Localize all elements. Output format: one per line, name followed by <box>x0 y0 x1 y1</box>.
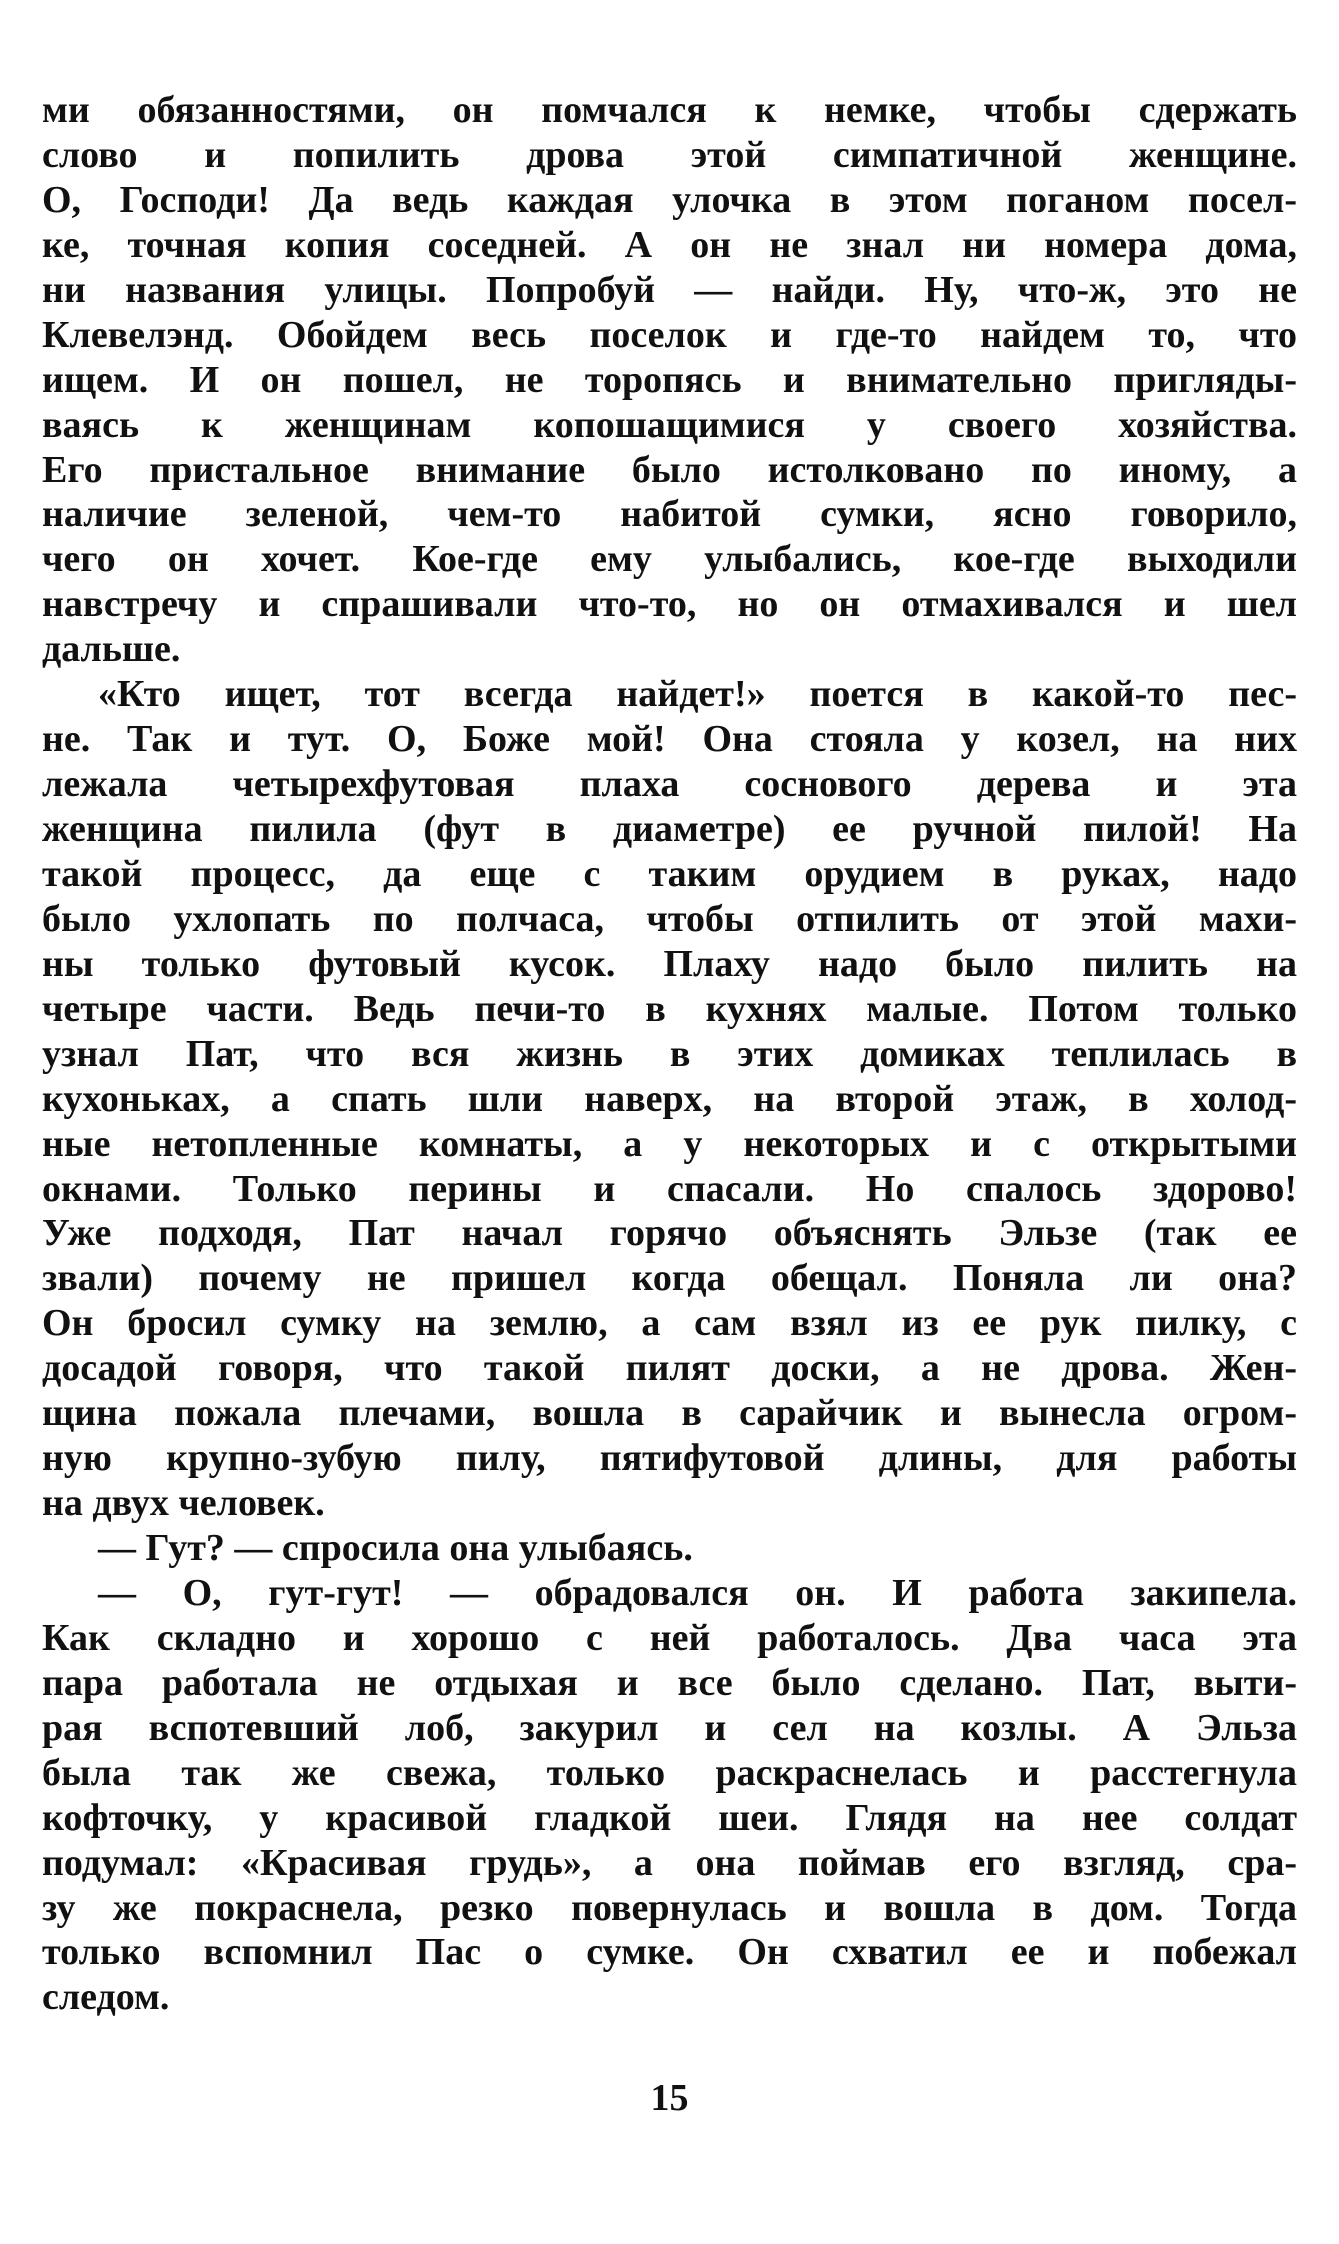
text-line: на двух человек. <box>42 1482 325 1525</box>
text-line: дальше. <box>42 628 181 671</box>
text-line: звали) почему не пришел когда обещал. Поняла ли она? <box>42 1257 1297 1300</box>
text-line: щина пожала плечами, вошла в сарайчик и вынесла огром- <box>42 1392 1297 1435</box>
text-line: четыре части. Ведь печи-то в кухнях малые. Потом только <box>42 987 1297 1030</box>
text-line: Его пристальное внимание было истолковано по иному, а <box>42 448 1297 491</box>
text-line: ми обязанностями, он помчался к немке, чтобы сдержать <box>42 89 1297 131</box>
text-line: окнами. Только перины и спасали. Но спалось здорово! <box>42 1167 1297 1210</box>
text-line: женщина пилила (фут в диаметре) ее ручной пилой! На <box>42 808 1297 850</box>
page-number: 15 <box>650 2077 689 2119</box>
text-line: только вспомнил Пас о сумке. Он схватил ее и побежал <box>42 1931 1297 1974</box>
text-line: досадой говоря, что такой пилят доски, а не дрова. Жен- <box>42 1347 1297 1390</box>
text-line: Уже подходя, Пат начал горячо объяснять Эльзе (так ее <box>42 1212 1297 1255</box>
text-line: пара работала не отдыхая и все было сделано. Пат, выти- <box>42 1661 1297 1704</box>
text-line: ке, точная копия соседней. А он не знал ни номера дома, <box>42 223 1297 266</box>
text-line: ищем. И он пошел, не торопясь и внимательно пригляды- <box>42 358 1297 401</box>
text-line: Как складно и хорошо с ней работалось. Два часа эта <box>42 1616 1297 1659</box>
text-line: зу же покраснела, резко повернулась и вошла в дом. Тогда <box>42 1886 1297 1929</box>
text-line: подумал: «Красивая грудь», а она поймав его взгляд, сра- <box>42 1841 1297 1884</box>
text-line: лежала четырехфутовая плаха соснового дерева и эта <box>42 763 1297 806</box>
text-line: «Кто ищет, тот всегда найдет!» поется в какой-то пес- <box>98 673 1297 716</box>
text-line: кофточку, у красивой гладкой шеи. Глядя на нее солдат <box>42 1796 1297 1839</box>
text-line: рая вспотевший лоб, закурил и сел на козлы. А Эльза <box>42 1706 1297 1749</box>
text-line: ни названия улицы. Попробуй — найди. Ну, что-ж, это не <box>42 268 1297 311</box>
text-line: О, Господи! Да ведь каждая улочка в этом поганом посел- <box>42 178 1297 221</box>
text-line: было ухлопать по полчаса, чтобы отпилить от этой махи- <box>42 897 1297 940</box>
text-line: была так же свежа, только раскраснелась и расстегнула <box>42 1751 1297 1794</box>
text-line: наличие зеленой, чем-то набитой сумки, ясно говорило, <box>42 493 1297 536</box>
text-line: навстречу и спрашивали что-то, но он отмахивался и шел <box>42 583 1297 626</box>
text-line: кухоньках, а спать шли наверх, на второй этаж, в холод- <box>42 1077 1297 1120</box>
text-line: ные нетопленные комнаты, а у некоторых и с открытыми <box>42 1122 1297 1165</box>
text-line: — О, гут-гут! — обрадовался он. И работа закипела. <box>98 1571 1297 1614</box>
text-line: — Гут? — спросила она улыбаясь. <box>98 1527 693 1569</box>
text-line: такой процесс, да еще с таким орудием в руках, надо <box>42 852 1297 895</box>
text-line: ны только футовый кусок. Плаху надо было пилить на <box>42 942 1297 985</box>
page-text-body <box>42 88 1297 2020</box>
text-line: слово и попилить дрова этой симпатичной женщине. <box>42 133 1297 176</box>
text-line: следом. <box>42 1976 170 2019</box>
text-line: чего он хочет. Кое-где ему улыбались, кое-где выходили <box>42 538 1297 581</box>
text-line: узнал Пат, что вся жизнь в этих домиках теплилась в <box>42 1032 1297 1075</box>
text-line: Он бросил сумку на землю, а сам взял из ее рук пилку, с <box>42 1302 1297 1345</box>
text-line: не. Так и тут. О, Боже мой! Она стояла у козел, на них <box>42 718 1297 761</box>
text-line: Клевелэнд. Обойдем весь поселок и где-то найдем то, что <box>42 313 1297 356</box>
text-line: ваясь к женщинам копошащимися у своего хозяйства. <box>42 403 1297 446</box>
text-line: ную крупно-зубую пилу, пятифутовой длины, для работы <box>42 1437 1297 1480</box>
